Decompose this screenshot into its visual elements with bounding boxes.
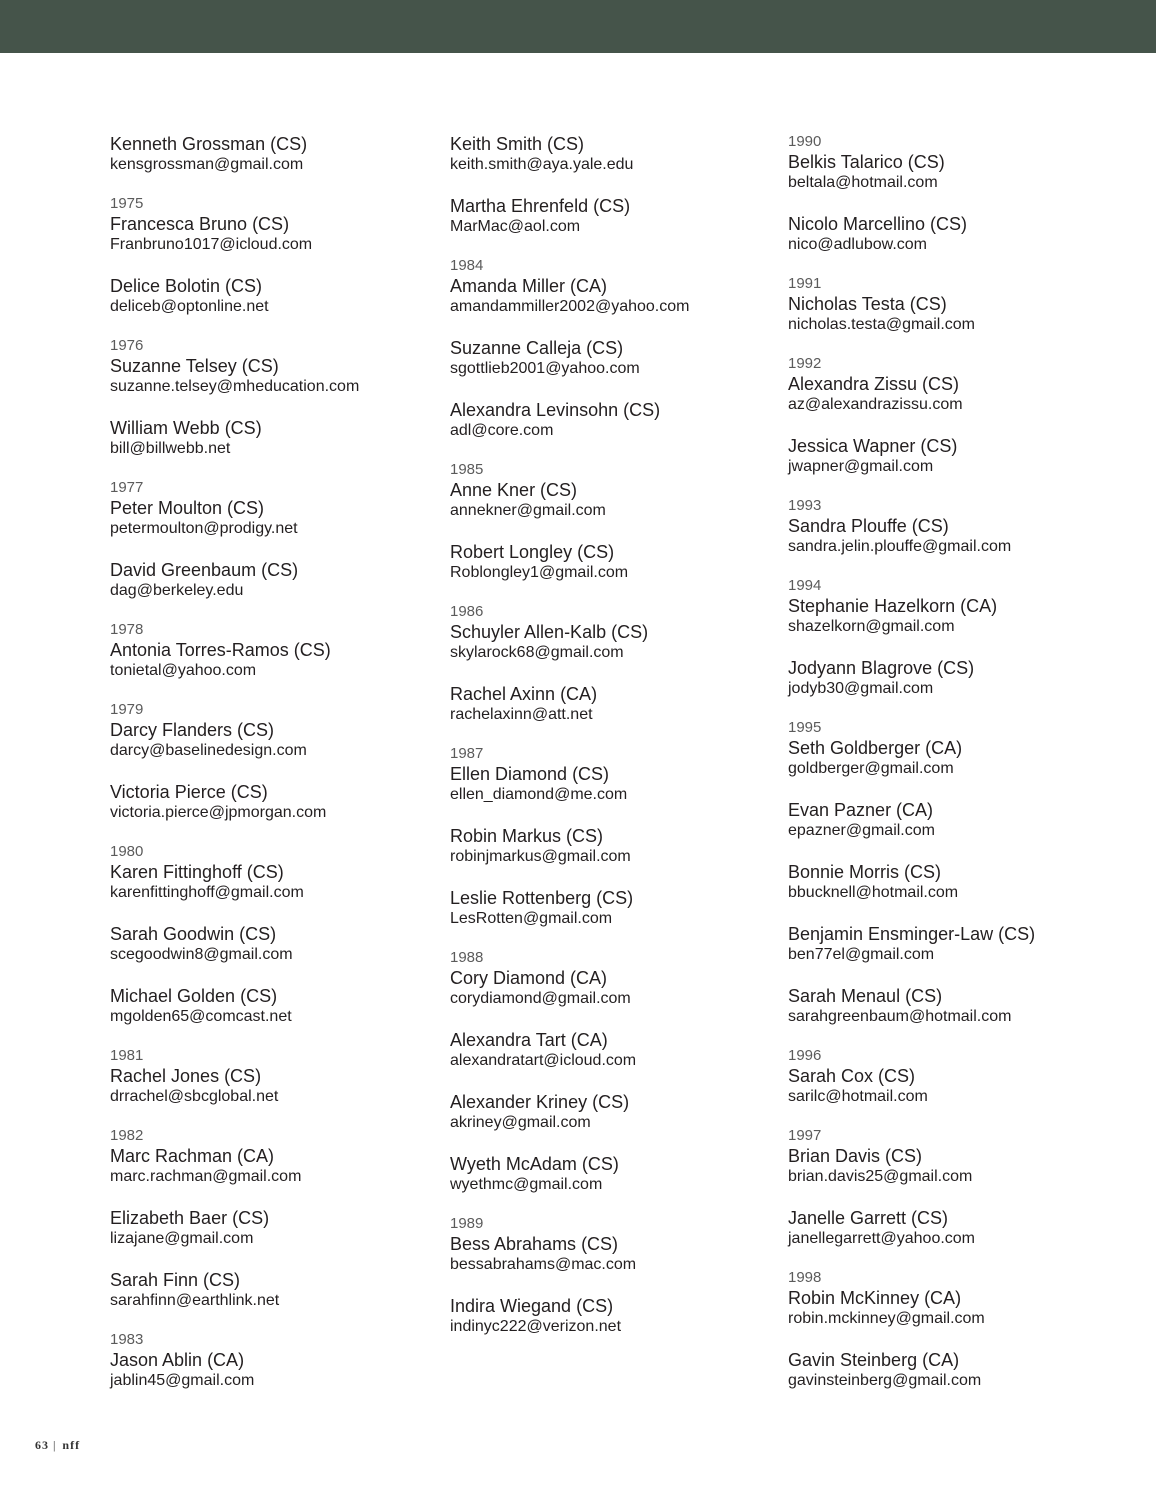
alumni-email: akriney@gmail.com xyxy=(450,1114,591,1131)
alumni-entry xyxy=(450,399,790,441)
alumni-email: sandra.jelin.plouffe@gmail.com xyxy=(788,538,1012,555)
footer-separator: | xyxy=(53,1438,57,1452)
alumni-entry xyxy=(450,541,790,583)
alumni-name: Michael Golden (CS) xyxy=(110,986,278,1006)
alumni-email: gavinsteinberg@gmail.com xyxy=(788,1372,982,1389)
alumni-entry xyxy=(110,195,450,255)
alumni-entry xyxy=(788,133,1128,193)
alumni-entry xyxy=(450,1215,790,1275)
alumni-email: annekner@gmail.com xyxy=(450,502,606,519)
alumni-email: sarahgreenbaum@hotmail.com xyxy=(788,1008,1012,1025)
alumni-name: Elizabeth Baer (CS) xyxy=(110,1208,270,1228)
class-year: 1980 xyxy=(110,843,144,860)
class-year: 1990 xyxy=(788,133,822,150)
alumni-name: Alexandra Levinsohn (CS) xyxy=(450,400,661,420)
alumni-email: alexandratart@icloud.com xyxy=(450,1052,637,1069)
alumni-email: jodyb30@gmail.com xyxy=(788,680,934,697)
alumni-entry xyxy=(110,781,450,823)
alumni-name: Kenneth Grossman (CS) xyxy=(110,134,308,154)
alumni-email: karenfittinghoff@gmail.com xyxy=(110,884,304,901)
alumni-name: Sarah Finn (CS) xyxy=(110,1270,241,1290)
class-year: 1984 xyxy=(450,257,484,274)
class-year: 1995 xyxy=(788,719,822,736)
alumni-entry xyxy=(450,195,790,237)
alumni-email: beltala@hotmail.com xyxy=(788,174,938,191)
class-year: 1978 xyxy=(110,621,144,638)
class-year: 1988 xyxy=(450,949,484,966)
alumni-entry xyxy=(788,355,1128,415)
class-year: 1983 xyxy=(110,1331,144,1348)
alumni-name: Robert Longley (CS) xyxy=(450,542,615,562)
alumni-entry xyxy=(788,275,1128,335)
alumni-name: Jason Ablin (CA) xyxy=(110,1350,245,1370)
alumni-name: Francesca Bruno (CS) xyxy=(110,214,290,234)
alumni-entry xyxy=(788,1207,1128,1249)
alumni-entry xyxy=(110,843,450,903)
alumni-email: shazelkorn@gmail.com xyxy=(788,618,955,635)
alumni-email: jablin45@gmail.com xyxy=(110,1372,255,1389)
alumni-email: ellen_diamond@me.com xyxy=(450,786,628,803)
alumni-name: Victoria Pierce (CS) xyxy=(110,782,268,802)
alumni-email: darcy@baselinedesign.com xyxy=(110,742,307,759)
alumni-entry xyxy=(110,1331,450,1391)
alumni-name: Leslie Rottenberg (CS) xyxy=(450,888,634,908)
alumni-email: bill@billwebb.net xyxy=(110,440,231,457)
alumni-email: skylarock68@gmail.com xyxy=(450,644,624,661)
class-year: 1985 xyxy=(450,461,484,478)
alumni-entry xyxy=(788,861,1128,903)
alumni-name: Rachel Axinn (CA) xyxy=(450,684,598,704)
alumni-entry xyxy=(788,1269,1128,1329)
alumni-name: Seth Goldberger (CA) xyxy=(788,738,963,758)
alumni-name: Nicolo Marcellino (CS) xyxy=(788,214,968,234)
alumni-name: Martha Ehrenfeld (CS) xyxy=(450,196,631,216)
alumni-email: drrachel@sbcglobal.net xyxy=(110,1088,279,1105)
alumni-entry xyxy=(110,1127,450,1187)
alumni-name: Belkis Talarico (CS) xyxy=(788,152,945,172)
alumni-entry xyxy=(110,1047,450,1107)
alumni-email: marc.rachman@gmail.com xyxy=(110,1168,302,1185)
alumni-name: Delice Bolotin (CS) xyxy=(110,276,263,296)
class-year: 1982 xyxy=(110,1127,144,1144)
alumni-email: nico@adlubow.com xyxy=(788,236,927,253)
alumni-name: Marc Rachman (CA) xyxy=(110,1146,275,1166)
alumni-entry xyxy=(788,719,1128,779)
alumni-entry xyxy=(450,133,790,175)
class-year: 1986 xyxy=(450,603,484,620)
alumni-name: Peter Moulton (CS) xyxy=(110,498,265,518)
alumni-email: jwapner@gmail.com xyxy=(788,458,934,475)
alumni-entry xyxy=(110,985,450,1027)
alumni-entry xyxy=(788,985,1128,1027)
alumni-name: Suzanne Telsey (CS) xyxy=(110,356,279,376)
alumni-email: ben77el@gmail.com xyxy=(788,946,935,963)
alumni-entry xyxy=(110,133,450,175)
alumni-name: Robin McKinney (CA) xyxy=(788,1288,962,1308)
alumni-name: Alexandra Tart (CA) xyxy=(450,1030,608,1050)
alumni-name: Sarah Goodwin (CS) xyxy=(110,924,277,944)
alumni-entry xyxy=(110,337,450,397)
alumni-name: Robin Markus (CS) xyxy=(450,826,604,846)
alumni-email: suzanne.telsey@mheducation.com xyxy=(110,378,360,395)
alumni-name: Cory Diamond (CA) xyxy=(450,968,608,988)
alumni-email: epazner@gmail.com xyxy=(788,822,935,839)
alumni-email: victoria.pierce@jpmorgan.com xyxy=(110,804,327,821)
alumni-entry xyxy=(788,799,1128,841)
alumni-email: az@alexandrazissu.com xyxy=(788,396,963,413)
alumni-entry xyxy=(450,825,790,867)
alumni-entry xyxy=(788,577,1128,637)
alumni-name: Janelle Garrett (CS) xyxy=(788,1208,949,1228)
alumni-email: goldberger@gmail.com xyxy=(788,760,954,777)
class-year: 1987 xyxy=(450,745,484,762)
alumni-name: Nicholas Testa (CS) xyxy=(788,294,947,314)
alumni-entry xyxy=(788,1127,1128,1187)
alumni-email: sarilc@hotmail.com xyxy=(788,1088,928,1105)
alumni-name: Stephanie Hazelkorn (CA) xyxy=(788,596,998,616)
alumni-email: mgolden65@comcast.net xyxy=(110,1008,292,1025)
alumni-name: Jessica Wapner (CS) xyxy=(788,436,958,456)
alumni-entry xyxy=(788,923,1128,965)
alumni-email: wyethmc@gmail.com xyxy=(450,1176,603,1193)
alumni-email: robinjmarkus@gmail.com xyxy=(450,848,631,865)
header-bar xyxy=(0,0,1156,53)
alumni-entry xyxy=(450,257,790,317)
class-year: 1977 xyxy=(110,479,144,496)
class-year: 1998 xyxy=(788,1269,822,1286)
alumni-entry xyxy=(450,745,790,805)
alumni-entry xyxy=(110,621,450,681)
alumni-email: LesRotten@gmail.com xyxy=(450,910,613,927)
alumni-email: scegoodwin8@gmail.com xyxy=(110,946,293,963)
alumni-name: Bess Abrahams (CS) xyxy=(450,1234,619,1254)
alumni-entry xyxy=(450,337,790,379)
alumni-name: Jodyann Blagrove (CS) xyxy=(788,658,975,678)
alumni-entry xyxy=(110,417,450,459)
publication-name: nff xyxy=(62,1438,81,1452)
alumni-name: Alexander Kriney (CS) xyxy=(450,1092,630,1112)
alumni-name: Gavin Steinberg (CA) xyxy=(788,1350,960,1370)
alumni-name: Darcy Flanders (CS) xyxy=(110,720,275,740)
directory-column-3 xyxy=(788,133,1128,1411)
alumni-entry xyxy=(110,701,450,761)
class-year: 1996 xyxy=(788,1047,822,1064)
alumni-name: Sarah Menaul (CS) xyxy=(788,986,943,1006)
alumni-name: Evan Pazner (CA) xyxy=(788,800,934,820)
page-footer xyxy=(35,1438,80,1453)
class-year: 1989 xyxy=(450,1215,484,1232)
alumni-entry xyxy=(450,683,790,725)
class-year: 1994 xyxy=(788,577,822,594)
alumni-entry xyxy=(450,887,790,929)
alumni-email: tonietal@yahoo.com xyxy=(110,662,257,679)
class-year: 1979 xyxy=(110,701,144,718)
alumni-entry xyxy=(110,479,450,539)
alumni-entry xyxy=(450,1153,790,1195)
alumni-entry xyxy=(788,497,1128,557)
alumni-entry xyxy=(450,1091,790,1133)
alumni-name: Karen Fittinghoff (CS) xyxy=(110,862,284,882)
alumni-email: sarahfinn@earthlink.net xyxy=(110,1292,280,1309)
directory-column-2 xyxy=(450,133,790,1357)
alumni-name: Sarah Cox (CS) xyxy=(788,1066,916,1086)
alumni-name: Bonnie Morris (CS) xyxy=(788,862,942,882)
alumni-name: Amanda Miller (CA) xyxy=(450,276,608,296)
class-year: 1993 xyxy=(788,497,822,514)
class-year: 1976 xyxy=(110,337,144,354)
alumni-name: Keith Smith (CS) xyxy=(450,134,585,154)
alumni-email: bessabrahams@mac.com xyxy=(450,1256,637,1273)
alumni-email: nicholas.testa@gmail.com xyxy=(788,316,975,333)
alumni-email: Franbruno1017@icloud.com xyxy=(110,236,313,253)
alumni-email: indinyc222@verizon.net xyxy=(450,1318,622,1335)
alumni-name: Sandra Plouffe (CS) xyxy=(788,516,949,536)
alumni-entry xyxy=(788,657,1128,699)
alumni-email: janellegarrett@yahoo.com xyxy=(788,1230,976,1247)
alumni-entry xyxy=(788,435,1128,477)
alumni-email: rachelaxinn@att.net xyxy=(450,706,593,723)
alumni-email: kensgrossman@gmail.com xyxy=(110,156,304,173)
alumni-entry xyxy=(450,1029,790,1071)
class-year: 1975 xyxy=(110,195,144,212)
alumni-email: robin.mckinney@gmail.com xyxy=(788,1310,985,1327)
alumni-entry xyxy=(788,213,1128,255)
alumni-email: sgottlieb2001@yahoo.com xyxy=(450,360,640,377)
alumni-email: amandammiller2002@yahoo.com xyxy=(450,298,690,315)
alumni-entry xyxy=(450,461,790,521)
alumni-name: Suzanne Calleja (CS) xyxy=(450,338,624,358)
alumni-entry xyxy=(110,1269,450,1311)
class-year: 1997 xyxy=(788,1127,822,1144)
class-year: 1992 xyxy=(788,355,822,372)
alumni-name: Schuyler Allen-Kalb (CS) xyxy=(450,622,649,642)
alumni-email: keith.smith@aya.yale.edu xyxy=(450,156,634,173)
alumni-email: bbucknell@hotmail.com xyxy=(788,884,959,901)
alumni-name: Wyeth McAdam (CS) xyxy=(450,1154,619,1174)
alumni-entry xyxy=(450,1295,790,1337)
alumni-entry xyxy=(450,949,790,1009)
alumni-entry xyxy=(110,559,450,601)
alumni-name: David Greenbaum (CS) xyxy=(110,560,299,580)
alumni-entry xyxy=(110,1207,450,1249)
alumni-email: deliceb@optonline.net xyxy=(110,298,269,315)
alumni-name: Anne Kner (CS) xyxy=(450,480,578,500)
alumni-entry xyxy=(788,1349,1128,1391)
class-year: 1991 xyxy=(788,275,822,292)
alumni-name: Rachel Jones (CS) xyxy=(110,1066,262,1086)
alumni-email: lizajane@gmail.com xyxy=(110,1230,254,1247)
alumni-email: Roblongley1@gmail.com xyxy=(450,564,629,581)
alumni-name: Ellen Diamond (CS) xyxy=(450,764,610,784)
alumni-email: brian.davis25@gmail.com xyxy=(788,1168,973,1185)
alumni-name: Antonia Torres-Ramos (CS) xyxy=(110,640,331,660)
alumni-entry xyxy=(110,923,450,965)
alumni-email: dag@berkeley.edu xyxy=(110,582,244,599)
alumni-email: adl@core.com xyxy=(450,422,554,439)
class-year: 1981 xyxy=(110,1047,144,1064)
alumni-name: Benjamin Ensminger-Law (CS) xyxy=(788,924,1036,944)
alumni-entry xyxy=(110,275,450,317)
alumni-name: Brian Davis (CS) xyxy=(788,1146,923,1166)
directory-column-1 xyxy=(110,133,450,1411)
alumni-email: corydiamond@gmail.com xyxy=(450,990,631,1007)
alumni-email: MarMac@aol.com xyxy=(450,218,581,235)
page-number: 63 xyxy=(35,1438,49,1452)
alumni-name: Alexandra Zissu (CS) xyxy=(788,374,960,394)
alumni-name: Indira Wiegand (CS) xyxy=(450,1296,614,1316)
alumni-entry xyxy=(788,1047,1128,1107)
alumni-email: petermoulton@prodigy.net xyxy=(110,520,298,537)
alumni-entry xyxy=(450,603,790,663)
alumni-name: William Webb (CS) xyxy=(110,418,262,438)
